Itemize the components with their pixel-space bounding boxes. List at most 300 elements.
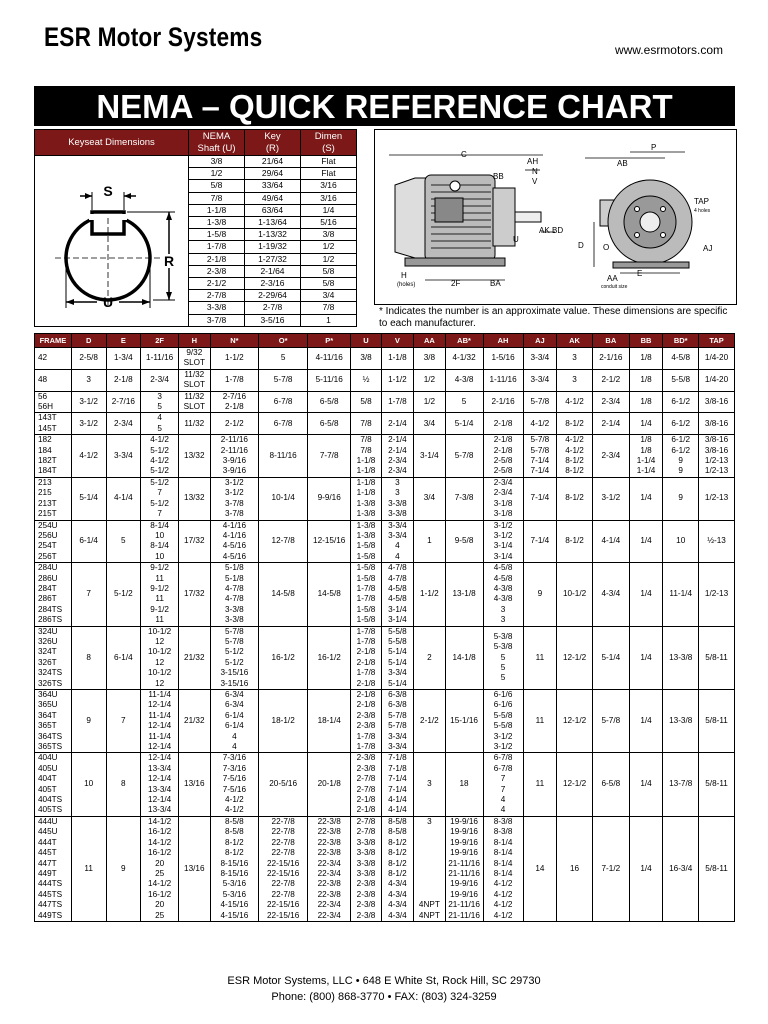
keyseat-key-cell: 2-29/64 [245,290,301,302]
table-cell: 22-7/8 22-7/8 22-7/8 22-7/8 22-15/16 22-15/16 22-7/8 22-7/8 22-15/16 22-15/16 [259,816,308,921]
table-cell: 10-1/2 12 10-1/2 12 10-1/2 12 [141,626,179,689]
table-cell: 6-5/8 [308,413,351,435]
table-cell: 7-1/8 7-1/8 7-1/4 7-1/4 4-1/4 4-1/4 [381,753,414,816]
footer-phone-fax: Phone: (800) 868-3770 • FAX: (803) 324-3259 [271,991,497,1003]
dim-tap: TAP [694,197,709,206]
table-cell: 11-1/4 12-1/4 11-1/4 12-1/4 11-1/4 12-1/4 [141,690,179,753]
table-cell: 13-7/8 [663,753,699,816]
table-cell: 2-1/4 2-1/4 2-3/4 2-3/4 [381,435,414,478]
table-cell: ½-13 [699,520,735,563]
table-cell: 16 [557,816,593,921]
dim-n: N [532,167,538,176]
keyseat-title: Keyseat Dimensions [35,130,189,156]
table-cell: 3 [71,369,106,391]
dim-2f: 2F [451,279,461,288]
table-cell: 10 [663,520,699,563]
column-header: N* [210,334,259,348]
table-cell: 4-3/8 [445,369,483,391]
dim-h: H [401,271,407,280]
table-cell: 6-7/8 6-7/8 7 7 4 4 [483,753,523,816]
keyseat-dimen-cell: Flat [301,156,357,168]
table-cell: 12-1/2 [557,690,593,753]
table-cell: 5/8-11 [699,753,735,816]
table-cell: 17/32 [179,563,210,626]
header-dimen [301,130,357,156]
frame-cell: 48 [35,369,72,391]
column-header: H [179,334,210,348]
header-shaft [189,130,245,156]
keyseat-dimen-cell: Flat [301,168,357,180]
table-cell: 3-1/4 [414,435,445,478]
table-cell: 3/8-16 3/8-16 1/2-13 1/2-13 [699,435,735,478]
table-cell: ½ [351,369,381,391]
table-cell: 1/4 [629,477,663,520]
table-cell: 4-1/4 [106,477,141,520]
table-cell: 7 [71,563,106,626]
table-cell: 7/8 [351,413,381,435]
table-cell: 5/8-11 [699,626,735,689]
table-cell: 1-7/8 [381,391,414,413]
table-cell: 7-1/4 [523,520,557,563]
website-link[interactable]: www.esrmotors.com [614,43,723,57]
column-header: E [106,334,141,348]
keyseat-shaft-cell: 3-7/8 [189,314,245,326]
frame-cell: 364U 365U 364T 365T 364TS 365TS [35,690,72,753]
table-cell: 3-3/4 3-3/4 4 4 [381,520,414,563]
table-cell: 13/16 [179,816,210,921]
table-cell: 6-1/4 [71,520,106,563]
label-r: R [163,253,175,269]
table-cell: 8-3/8 8-3/8 8-1/4 8-1/4 8-1/4 8-1/4 4-1/2 4-1/2 4-1/2 4-1/2 [483,816,523,921]
table-cell: 1/4-20 [699,348,735,370]
table-cell: 8-1/2 [557,520,593,563]
table-cell: 13/16 [179,753,210,816]
header-key [245,130,301,156]
table-cell: 2-7/16 [106,391,141,413]
dim-bd: BD [552,226,564,235]
table-cell: 5-7/8 5-7/8 5-1/2 5-1/2 3-15/16 3-15/16 [210,626,259,689]
table-cell: 9-5/8 [445,520,483,563]
table-cell: 3/8 [414,348,445,370]
table-row [35,391,735,413]
table-cell: 2-3/4 [141,369,179,391]
table-cell: 20-5/16 [259,753,308,816]
table-cell: 1/4 [629,690,663,753]
table-cell: 2-1/8 2-1/8 2-5/8 2-5/8 [483,435,523,478]
table-cell: 1-1/8 [381,348,414,370]
table-cell: 2-1/2 [592,369,629,391]
table-cell: 1/8 [629,348,663,370]
table-cell: 6-1/4 [106,626,141,689]
table-cell: 11/32 SLOT [179,369,210,391]
table-row [35,413,735,435]
table-cell: 5-5/8 [663,369,699,391]
table-cell: 11 [523,690,557,753]
table-cell: 18-1/4 [308,690,351,753]
header-shaft-text: NEMA Shaft (U) [197,130,236,154]
dim-bb: BB [493,172,504,181]
table-cell: 21/32 [179,690,210,753]
table-cell: 3-1/2 3-1/2 3-1/4 3-1/4 [483,520,523,563]
table-cell: 5-1/4 [592,626,629,689]
frame-cell: 42 [35,348,72,370]
table-cell: 1/2-13 [699,477,735,520]
keyseat-key-cell: 63/64 [245,204,301,216]
approximate-value-note: * Indicates the number is an approximate value. These dimensions are specific to each manufacturer. [379,306,728,329]
table-cell: 13/32 [179,477,210,520]
table-cell: 1-1/2 [414,563,445,626]
column-header: FRAME [35,334,72,348]
frame-cell: 143T 145T [35,413,72,435]
dim-p: P [651,143,657,152]
table-cell: 10 [71,753,106,816]
table-cell: 3-3/4 [523,348,557,370]
table-cell: 1/4 [629,563,663,626]
table-cell: 12-1/4 13-3/4 12-1/4 13-3/4 12-1/4 13-3/4 [141,753,179,816]
frame-cell: 444U 445U 444T 445T 447T 449T 444TS 445TS 447TS 449TS [35,816,72,921]
keyseat-dimen-cell: 1 [301,314,357,326]
table-cell: 6-1/6 6-1/6 5-5/8 5-5/8 3-1/2 3-1/2 [483,690,523,753]
table-cell: 7/8 7/8 1-1/8 1-1/8 [351,435,381,478]
company-name: ESR Motor Systems [44,22,263,52]
frame-cell: 182 184 182T 184T [35,435,72,478]
table-cell: 15-1/16 [445,690,483,753]
dim-c: C [461,150,467,159]
table-cell: 6-7/8 [259,391,308,413]
frame-cell: 254U 256U 254T 256T [35,520,72,563]
dim-ba: BA [490,279,501,288]
table-cell: 5-1/4 [445,413,483,435]
table-cell: 2-3/4 [592,391,629,413]
keyseat-key-cell: 29/64 [245,168,301,180]
shaft-keyseat-diagram [35,156,188,329]
dim-o: O [603,243,610,252]
keyseat-shaft-cell: 1-3/8 [189,217,245,229]
table-cell: 11-1/4 [663,563,699,626]
keyseat-dimen-cell: 1/2 [301,241,357,253]
table-cell: 18 [445,753,483,816]
table-cell: 2-1/2 [414,690,445,753]
dim-ab: AB [617,159,628,168]
table-cell: 3 4NPT 4NPT [414,816,445,921]
table-row [35,369,735,391]
table-cell: 9 [663,477,699,520]
keyseat-shaft-cell: 2-3/8 [189,265,245,277]
table-cell: 2-3/8 2-3/8 2-7/8 2-7/8 2-1/8 2-1/8 [351,753,381,816]
column-header: AA [414,334,445,348]
keyseat-shaft-cell: 1/2 [189,168,245,180]
table-cell: 8-1/2 [557,413,593,435]
table-cell: 1/4 [629,753,663,816]
table-cell: 1/2 [414,369,445,391]
table-cell: 6-1/2 [663,391,699,413]
frame-cell: 284U 286U 284T 286T 284TS 286TS [35,563,72,626]
table-cell: 9/32 SLOT [179,348,210,370]
keyseat-key-cell: 2-7/8 [245,302,301,314]
keyseat-dimen-cell: 1/4 [301,204,357,216]
keyseat-key-cell: 1-27/32 [245,253,301,265]
table-cell: 12-15/16 [308,520,351,563]
table-cell: 9-1/2 11 9-1/2 11 9-1/2 11 [141,563,179,626]
table-cell: 3-1/2 [592,477,629,520]
table-cell: 11 [523,753,557,816]
table-cell: 17/32 [179,520,210,563]
keyseat-shaft-cell: 2-1/2 [189,278,245,290]
table-cell: 18-1/2 [259,690,308,753]
motor-end-view [578,143,712,290]
table-cell: 5-1/8 5-1/8 4-7/8 4-7/8 3-3/8 3-3/8 [210,563,259,626]
keyseat-dimen-cell: 1/2 [301,253,357,265]
table-cell: 1-5/16 [483,348,523,370]
keyseat-key-cell: 2-1/64 [245,265,301,277]
table-cell: 5-7/8 [259,369,308,391]
dim-tap-holes: 4 holes [694,208,711,214]
table-row [35,690,735,753]
motor-dimension-diagram [374,129,737,305]
table-cell: 9 [106,816,141,921]
table-cell: 9 [71,690,106,753]
table-cell: 2-3/4 [592,435,629,478]
dim-ak: AK [539,226,550,235]
table-cell: 2-1/8 [483,413,523,435]
table-cell: 3/8-16 [699,413,735,435]
column-header: P* [308,334,351,348]
table-cell: 4-1/2 [523,413,557,435]
keyseat-key-cell: 49/64 [245,192,301,204]
table-cell: 6-5/8 [308,391,351,413]
table-cell: 4-11/16 [308,348,351,370]
keyseat-key-cell: 3-5/16 [245,314,301,326]
table-cell: 4-1/4 [592,520,629,563]
table-cell: 6-3/8 6-3/8 5-7/8 5-7/8 3-3/4 3-3/4 [381,690,414,753]
column-header: TAP [699,334,735,348]
table-cell: 2-7/8 2-7/8 3-3/8 3-3/8 3-3/8 3-3/8 2-3/8 2-3/8 2-3/8 2-3/8 [351,816,381,921]
table-cell: 14-5/8 [259,563,308,626]
table-cell: 5-1/2 7 5-1/2 7 [141,477,179,520]
frame-cell: 213 215 213T 215T [35,477,72,520]
table-cell: 20-1/8 [308,753,351,816]
dim-v: V [532,177,538,186]
table-cell: 8-5/8 8-5/8 8-1/2 8-1/2 8-15/16 8-15/16 5-3/16 5-3/16 4-15/16 4-15/16 [210,816,259,921]
table-row [35,477,735,520]
table-cell: 16-1/2 [308,626,351,689]
keyseat-shaft-cell: 3/8 [189,156,245,168]
keyseat-shaft-cell: 2-1/8 [189,253,245,265]
table-cell: 7-1/4 [523,477,557,520]
table-cell: 12-1/2 [557,626,593,689]
table-cell: 4-1/32 [445,348,483,370]
column-header: AB* [445,334,483,348]
dim-aa-conduit: conduit size [601,284,628,290]
dim-aa: AA [607,274,618,283]
table-cell: 14 [523,816,557,921]
table-cell: 7-7/8 [308,435,351,478]
table-cell: 2-11/16 2-11/16 3-9/16 3-9/16 [210,435,259,478]
column-header: 2F [141,334,179,348]
table-cell: 1/4 [629,626,663,689]
table-cell: 13-1/8 [445,563,483,626]
table-cell: 6-1/2 6-1/2 9 9 [663,435,699,478]
table-cell: 5/8-11 [699,816,735,921]
keyseat-shaft-cell: 2-7/8 [189,290,245,302]
table-cell: 12-1/2 [557,753,593,816]
table-cell: 5-5/8 5-5/8 5-1/4 5-1/4 3-3/4 5-1/4 [381,626,414,689]
table-cell: 4-1/16 4-1/16 4-5/16 4-5/16 [210,520,259,563]
table-cell: 14-1/2 16-1/2 14-1/2 16-1/2 20 25 14-1/2 16-1/2 20 25 [141,816,179,921]
table-cell: 9-9/16 [308,477,351,520]
dim-e: E [637,269,643,278]
table-cell: 2-3/4 2-3/4 3-1/8 3-1/8 [483,477,523,520]
column-header: D [71,334,106,348]
keyseat-dimen-cell: 3/16 [301,180,357,192]
table-cell: 5 [445,391,483,413]
table-cell: 1-3/4 [106,348,141,370]
table-cell: 21/32 [179,626,210,689]
column-header: V [381,334,414,348]
table-cell: 5 [106,520,141,563]
table-cell: 2-1/8 [106,369,141,391]
keyseat-dimen-cell: 5/8 [301,278,357,290]
table-cell: 4-1/2 [557,391,593,413]
table-cell: 5-11/16 [308,369,351,391]
table-cell: 2-5/8 [71,348,106,370]
table-row [35,435,735,478]
table-cell: 11/32 SLOT [179,391,210,413]
table-cell: 4-5/8 [663,348,699,370]
dim-ah: AH [527,157,539,166]
table-cell: 7-3/8 [445,477,483,520]
keyseat-shaft-cell: 5/8 [189,180,245,192]
table-cell: 5-7/8 [445,435,483,478]
table-cell: 8 [106,753,141,816]
table-cell: 3/4 [414,413,445,435]
keyseat-key-cell: 2-3/16 [245,278,301,290]
table-cell: 12-7/8 [259,520,308,563]
keyseat-shaft-cell: 3-3/8 [189,302,245,314]
table-cell: 3 [414,753,445,816]
dim-aj: AJ [703,244,713,253]
table-row [35,520,735,563]
keyseat-dimen-cell: 3/16 [301,192,357,204]
table-cell: 1-5/8 1-5/8 1-7/8 1-7/8 1-5/8 1-5/8 [351,563,381,626]
table-cell: 1-7/8 [210,369,259,391]
table-cell: 6-7/8 [259,413,308,435]
table-cell: 5-3/8 5-3/8 5 5 5 [483,626,523,689]
table-cell: 4-3/4 [592,563,629,626]
table-cell: 1/4-20 [699,369,735,391]
table-cell: 7 [106,690,141,753]
table-cell: 5/8-11 [699,690,735,753]
table-cell: 13/32 [179,435,210,478]
table-cell: 4-1/2 4-1/2 8-1/2 8-1/2 [557,435,593,478]
table-cell: 8-1/4 10 8-1/4 10 [141,520,179,563]
keyseat-shaft-cell: 7/8 [189,192,245,204]
table-cell: 2-1/8 2-1/8 2-3/8 2-3/8 1-7/8 1-7/8 [351,690,381,753]
table-cell: 2-3/4 [106,413,141,435]
table-cell: 19-9/16 19-9/16 19-9/16 19-9/16 21-11/16 21-11/16 19-9/16 19-9/16 21-11/16 21-11/16 [445,816,483,921]
table-cell: 16-1/2 [259,626,308,689]
table-cell: 13-3/8 [663,690,699,753]
table-cell: 3-1/2 3-1/2 3-7/8 3-7/8 [210,477,259,520]
label-u: U [102,294,114,310]
table-cell: 5-1/4 [71,477,106,520]
keyseat-dimen-cell: 5/8 [301,265,357,277]
table-cell: 10-1/2 [557,563,593,626]
table-cell: 8-1/2 [557,477,593,520]
keyseat-shaft-cell: 1-5/8 [189,229,245,241]
keyseat-dimen-cell: 3/4 [301,290,357,302]
column-header: BB [629,334,663,348]
table-cell: 1-11/16 [483,369,523,391]
table-cell: 11 [523,626,557,689]
keyseat-key-cell: 33/64 [245,180,301,192]
table-cell: 2-1/16 [483,391,523,413]
table-cell: 13-3/8 [663,626,699,689]
dim-h-holes: (holes) [397,282,416,288]
table-cell: 1/8 [629,391,663,413]
column-header: AJ [523,334,557,348]
table-cell: 1/2 [414,391,445,413]
table-cell: 1-3/8 1-3/8 1-5/8 1-5/8 [351,520,381,563]
table-row [35,626,735,689]
table-cell: 6-1/2 [663,413,699,435]
table-cell: 1/4 [629,413,663,435]
table-cell: 4-7/8 4-7/8 4-5/8 4-5/8 3-1/4 3-1/4 [381,563,414,626]
table-cell: 8-5/8 8-5/8 8-1/2 8-1/2 8-1/2 8-1/2 4-3/4 4-3/4 4-3/4 4-3/4 [381,816,414,921]
table-cell: 22-3/8 22-3/8 22-3/8 22-3/8 22-3/4 22-3/4 22-3/8 22-3/8 22-3/4 22-3/4 [308,816,351,921]
frame-cell: 324U 326U 324T 326T 324TS 326TS [35,626,72,689]
table-cell: 4-1/2 5-1/2 4-1/2 5-1/2 [141,435,179,478]
table-cell: 1-1/2 [210,348,259,370]
frame-cell: 56 56H [35,391,72,413]
header-key-text: Key (R) [264,130,281,154]
column-header: BD* [663,334,699,348]
keyseat-dimen-cell: 5/16 [301,217,357,229]
table-cell: 16-3/4 [663,816,699,921]
column-header: BA [592,334,629,348]
table-cell: 5-7/8 [592,690,629,753]
keyseat-key-cell: 21/64 [245,156,301,168]
keyseat-dimen-cell: 3/8 [301,229,357,241]
table-cell: 9 [523,563,557,626]
table-cell: 1-7/8 1-7/8 2-1/8 2-1/8 1-7/8 2-1/8 [351,626,381,689]
label-s: S [103,183,113,199]
keyseat-key-cell: 1-13/64 [245,217,301,229]
table-cell: 14-5/8 [308,563,351,626]
table-cell: 5-7/8 5-7/8 7-1/4 7-1/4 [523,435,557,478]
keyseat-dimen-cell: 7/8 [301,302,357,314]
table-cell: 1/2-13 [699,563,735,626]
table-row [35,348,735,370]
column-header: U [351,334,381,348]
table-cell: 11 [71,816,106,921]
table-cell: 3/8-16 [699,391,735,413]
table-cell: 2-1/4 [592,413,629,435]
table-cell: 3 [557,369,593,391]
header-dimen-text: Dimen (S) [314,130,343,154]
keyseat-key-cell: 1-13/32 [245,229,301,241]
table-cell: 5-1/2 [106,563,141,626]
footer-address: ESR Motor Systems, LLC • 648 E White St, Rock Hill, SC 29730 [227,975,541,987]
table-cell: 8 [71,626,106,689]
frame-cell: 404U 405U 404T 405T 404TS 405TS [35,753,72,816]
table-cell: 1/8 1/8 1-1/4 1-1/4 [629,435,663,478]
table-cell: 3-3/4 [523,369,557,391]
table-cell: 3 5 [141,391,179,413]
table-cell: 1-1/2 [381,369,414,391]
table-cell: 1-11/16 [141,348,179,370]
table-cell: 2-1/2 [210,413,259,435]
